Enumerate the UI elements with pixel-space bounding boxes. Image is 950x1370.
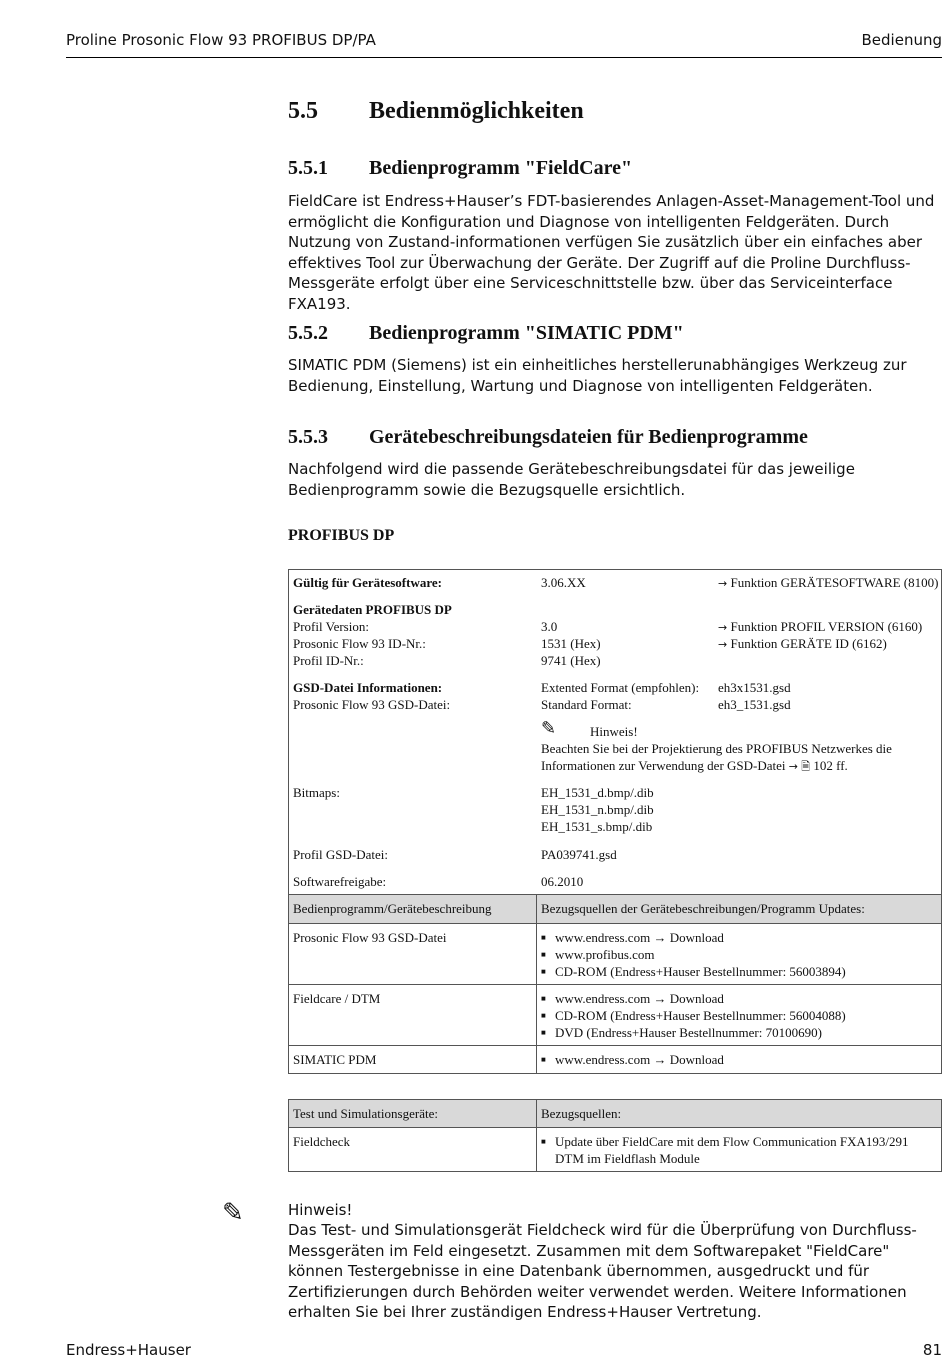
gsd-info-heading: GSD-Datei Informationen:	[293, 680, 443, 695]
gsd-extended-value: eh3x1531.gsd	[718, 680, 791, 695]
list-item: ■ CD-ROM (Endress+Hauser Bestellnummer: 56004088)	[541, 1007, 846, 1024]
list-item: ■ www.endress.com → Download	[541, 990, 846, 1007]
gsd-standard-label: Standard Format:	[541, 697, 632, 712]
note-page-ref[interactable]: 102 ff.	[813, 758, 848, 773]
note-line-2	[541, 757, 848, 775]
arrow-right-icon: →	[718, 577, 728, 590]
page-header	[66, 31, 942, 58]
section-title: Bedienmöglichkeiten	[369, 98, 584, 124]
software-ref	[718, 574, 938, 592]
list-item: ■ www.endress.com → Download	[541, 1051, 724, 1068]
subsection-heading-simatic	[288, 322, 684, 345]
subsection-title: Bedienprogramm "SIMATIC PDM"	[369, 322, 684, 344]
device-description-paragraph: Nachfolgend wird die passende Gerätebeschreibungsdatei für das jeweilige Bedienprogramm sowie die Bezugsquelle ersichtlich.	[288, 460, 855, 499]
arrow-right-icon: →	[718, 638, 728, 651]
note-title: Hinweis!	[590, 724, 638, 739]
gsd-file-label: Prosonic Flow 93 GSD-Datei:	[293, 697, 451, 712]
section-heading	[288, 98, 584, 125]
list-item: ■ www.endress.com → Download	[541, 929, 846, 946]
column-divider	[536, 895, 537, 923]
column-header-program: Bedienprogramm/Gerätebeschreibung	[293, 901, 492, 916]
header-chapter-title: Bedienung	[861, 31, 942, 49]
program-name: Fieldcare / DTM	[293, 991, 381, 1006]
table-row	[289, 984, 941, 1045]
gsd-extended-label: Extented Format (empfohlen):	[541, 680, 700, 695]
list-item: ■ CD-ROM (Endress+Hauser Bestellnummer: 56003894)	[541, 963, 846, 980]
note-title: Hinweis!	[288, 1201, 353, 1219]
column-divider	[536, 924, 537, 984]
bitmaps-label: Bitmaps:	[293, 785, 340, 800]
arrow-right-icon: →	[718, 621, 728, 634]
column-divider	[536, 1100, 537, 1127]
fieldcare-paragraph: FieldCare ist Endress+Hauser’s FDT-basierendes Anlagen-Asset-Management-Tool und ermöglicht die Konfiguration und Diagnose von intelligenten Feldgeräten. Durch Nutzung von Zustand-informationen verfügen Sie zusätzlich über ein einfaches aber effektives Tool zur Überwachung der Geräte. Der Zugriff auf die Proline Durchfluss-Messgeräte erfolgt über eine Serviceschnittstelle bzw. über das Serviceinterface FXA193.	[288, 192, 935, 313]
table-row	[289, 1127, 941, 1171]
pencil-note-icon: ✎	[541, 718, 557, 739]
software-value: 3.06.XX	[541, 575, 586, 590]
column-header-sources: Bezugsquellen:	[541, 1106, 622, 1121]
device-id-ref	[718, 635, 887, 653]
gsd-standard-value: eh3_1531.gsd	[718, 697, 791, 712]
footer-company: Endress+Hauser	[66, 1341, 191, 1359]
subsection-title: Bedienprogramm "FieldCare"	[369, 157, 633, 179]
device-id-label: Prosonic Flow 93 ID-Nr.:	[293, 636, 426, 651]
column-divider	[536, 985, 537, 1045]
software-label: Gültig für Gerätesoftware:	[293, 575, 442, 590]
source-list	[541, 1051, 724, 1068]
software-ref-text: Funktion GERÄTESOFTWARE (8100)	[730, 575, 939, 590]
profil-version-label: Profil Version:	[293, 619, 369, 634]
table-row	[289, 1045, 941, 1073]
source-list	[541, 990, 846, 1041]
table-row	[289, 923, 941, 984]
bitmap-file: EH_1531_s.bmp/.dib	[541, 819, 653, 834]
sources-header-row	[289, 894, 941, 923]
profil-id-value: 9741 (Hex)	[541, 653, 601, 668]
profil-gsd-value: PA039741.gsd	[541, 847, 617, 862]
note-line-2-text: Informationen zur Verwendung der GSD-Datei	[541, 758, 786, 773]
device-id-value: 1531 (Hex)	[541, 636, 601, 651]
program-name: Prosonic Flow 93 GSD-Datei	[293, 930, 447, 945]
program-name: SIMATIC PDM	[293, 1052, 377, 1067]
arrow-right-icon: →	[788, 760, 798, 773]
note-paragraph: Das Test- und Simulationsgerät Fieldcheck wird für die Überprüfung von Durchfluss-Messgeräten im Feld eingesetzt. Zusammen mit dem Softwarepaket "FieldCare" können Testergebnisse in eine Datenbank übernommen, ausgedruckt und für Zertifizierungen durch Behörden weiter verwendet werden. Weitere Informationen erhalten Sie bei Ihrer zuständigen Endress+Hauser Vertretung.	[288, 1221, 917, 1322]
profil-version-ref-text: Funktion PROFIL VERSION (6160)	[730, 619, 923, 634]
list-item: ■ www.profibus.com	[541, 946, 846, 963]
list-item: ■ DVD (Endress+Hauser Bestellnummer: 70100690)	[541, 1024, 846, 1041]
test-devices-header-row	[289, 1100, 941, 1127]
device-data-block	[289, 570, 941, 894]
pencil-note-icon: ✎	[222, 1198, 244, 1228]
column-divider	[536, 1046, 537, 1073]
device-id-ref-text: Funktion GERÄTE ID (6162)	[730, 636, 887, 651]
profil-gsd-label: Profil GSD-Datei:	[293, 847, 388, 862]
release-value: 06.2010	[541, 874, 584, 889]
device-name: Fieldcheck	[293, 1134, 351, 1149]
profibus-dp-heading: PROFIBUS DP	[288, 527, 395, 544]
profibus-device-table	[288, 569, 942, 1074]
note-line-1: Beachten Sie bei der Projektierung des PROFIBUS Netzwerkes die	[541, 741, 892, 756]
subsection-number: 5.5.3	[288, 426, 328, 448]
page-number: 81	[922, 1341, 942, 1359]
list-item: ■ Update über FieldCare mit dem Flow Communication FXA193/291 DTM im Fieldflash Module	[541, 1133, 936, 1167]
device-data-heading: Gerätedaten PROFIBUS DP	[293, 602, 452, 617]
column-header-devices: Test und Simulationsgeräte:	[293, 1106, 438, 1121]
subsection-heading-device-description	[288, 426, 808, 449]
test-devices-table	[288, 1099, 942, 1172]
profil-version-ref	[718, 618, 922, 636]
source-list	[541, 1133, 936, 1167]
profil-version-value: 3.0	[541, 619, 558, 634]
bitmap-file: EH_1531_d.bmp/.dib	[541, 785, 654, 800]
profil-id-label: Profil ID-Nr.:	[293, 653, 364, 668]
bitmap-file: EH_1531_n.bmp/.dib	[541, 802, 654, 817]
column-header-sources: Bezugsquellen der Gerätebeschreibungen/Programm Updates:	[541, 901, 865, 916]
release-label: Softwarefreigabe:	[293, 874, 387, 889]
column-divider	[536, 1128, 537, 1171]
subsection-heading-fieldcare	[288, 157, 632, 180]
header-document-title: Proline Prosonic Flow 93 PROFIBUS DP/PA	[66, 31, 376, 49]
section-number: 5.5	[288, 98, 318, 124]
page-reference-icon: 🗎	[801, 760, 811, 773]
subsection-number: 5.5.1	[288, 157, 328, 179]
subsection-title: Gerätebeschreibungsdateien für Bedienprogramme	[369, 426, 808, 448]
simatic-paragraph: SIMATIC PDM (Siemens) ist ein einheitliches herstellerunabhängiges Werkzeug zur Bedienung, Einstellung, Wartung und Diagnose von intelligenten Feldgeräten.	[288, 356, 907, 395]
source-list	[541, 929, 846, 980]
subsection-number: 5.5.2	[288, 322, 328, 344]
